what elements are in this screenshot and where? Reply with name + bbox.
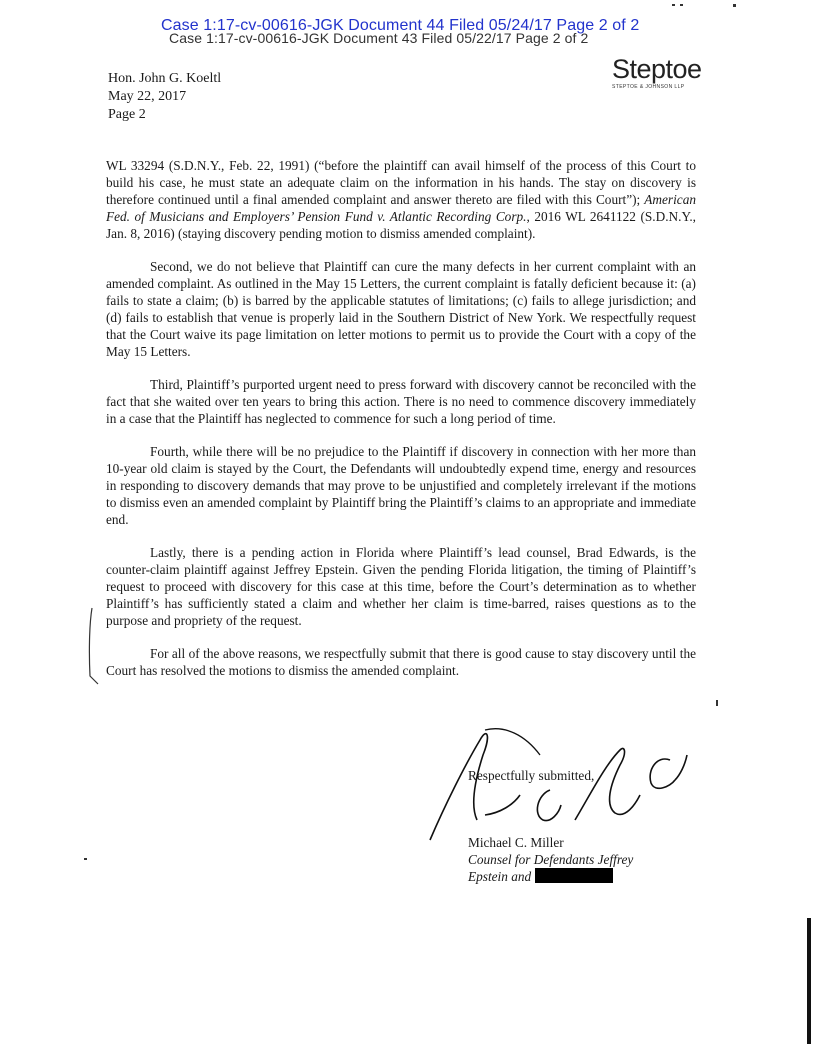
scan-speck <box>716 700 718 706</box>
original-filing-header: Case 1:17-cv-00616-JGK Document 43 Filed 05/22/17 Page 2 of 2 <box>169 30 589 46</box>
paragraph-lastly: Lastly, there is a pending action in Florida where Plaintiff’s lead counsel, Brad Edwards, is the counter-claim plaintiff against Jeffrey Epstein. Given the pending Florida litigation, the timing of Plaintiff’s request to proceed with discovery for this case at this time, before the Court’s determination as to whether Plaintiff’s has sufficiently stated a claim and whether her claim is time-barred, raises questions as to the purpose and propriety of the request. <box>106 545 696 628</box>
signer-title-line-1: Counsel for Defendants Jeffrey <box>468 852 634 867</box>
paragraph-1-text-b: , 2016 WL 2641122 (S.D.N.Y., Jan. 8, 2016) (staying discovery pending motion to dismiss amended complaint). <box>106 209 696 241</box>
firm-logo-name: Steptoe <box>612 54 702 84</box>
scan-speck <box>733 4 736 7</box>
firm-logo-subtitle: STEPTOE & JOHNSON LLP <box>612 84 685 90</box>
signer-title-line-2 <box>468 868 633 885</box>
ecf-filing-header: Case 1:17-cv-00616-JGK Document 44 Filed 05/24/17 Page 2 of 2 <box>161 17 640 34</box>
paragraph-third: Third, Plaintiff’s purported urgent need to press forward with discovery cannot be reconciled with the fact that she waited over ten years to bring this action. There is no need to commence discovery immediately in a case that the Plaintiff has neglected to commence for such a long period of time. <box>106 377 696 426</box>
paragraph-conclusion: For all of the above reasons, we respectfully submit that there is good cause to stay discovery until the Court has resolved the motions to dismiss the amended complaint. <box>106 646 696 678</box>
letter-date: May 22, 2017 <box>108 89 187 104</box>
handwritten-signature <box>425 695 695 845</box>
addressee-block <box>108 70 221 124</box>
scan-speck <box>672 4 675 6</box>
paragraph-fourth: Fourth, while there will be no prejudice to the Plaintiff if discovery in connection with her more than 10-year old claim is stayed by the Court, the Defendants will undoubtedly expend time, energy and resources in responding to discovery demands that may prove to be unjustified and completely irrelevant if the motions to dismiss even an amended complaint by Plaintiff bring the Plaintiff’s claims to an appropriate and immediate end. <box>106 444 696 527</box>
redaction-box <box>535 868 613 883</box>
scan-edge-bar <box>807 918 811 1044</box>
case-citation: American Fed. of Musicians and Employers’ Pension Fund v. Atlantic Recording Corp. <box>106 192 696 224</box>
firm-logo <box>612 56 702 90</box>
closing: Respectfully submitted, <box>468 768 595 783</box>
handwritten-margin-bracket <box>86 606 100 686</box>
paragraph-1-text-a: WL 33294 (S.D.N.Y., Feb. 22, 1991) (“before the plaintiff can avail himself of the process of this Court to build his case, he must state an adequate claim on the information in his hands. The stay on discovery is therefore continued until a final amended complaint and answer thereto are filed with this Court”); <box>106 158 696 207</box>
signer-title-text: Epstein and <box>468 869 532 884</box>
scan-speck <box>680 4 683 6</box>
paragraph-1 <box>106 157 696 242</box>
page-number: Page 2 <box>108 107 146 122</box>
paragraph-second: Second, we do not believe that Plaintiff can cure the many defects in her current complaint with an amended complaint. As outlined in the May 15 Letters, the current complaint is fatally deficient because it: (a) fails to state a claim; (b) is barred by the applicable statutes of limitations; (c) fails to allege jurisdiction; and (d) fails to establish that venue is properly laid in the Southern District of New York. We respectfully request that the Court waive its page limitation on letter motions to permit us to provide the Court with a copy of the May 15 Letters. <box>106 259 696 359</box>
addressee-name: Hon. John G. Koeltl <box>108 71 222 86</box>
scan-speck <box>84 858 87 860</box>
signer-name: Michael C. Miller <box>468 835 564 850</box>
letter-body <box>106 157 696 695</box>
